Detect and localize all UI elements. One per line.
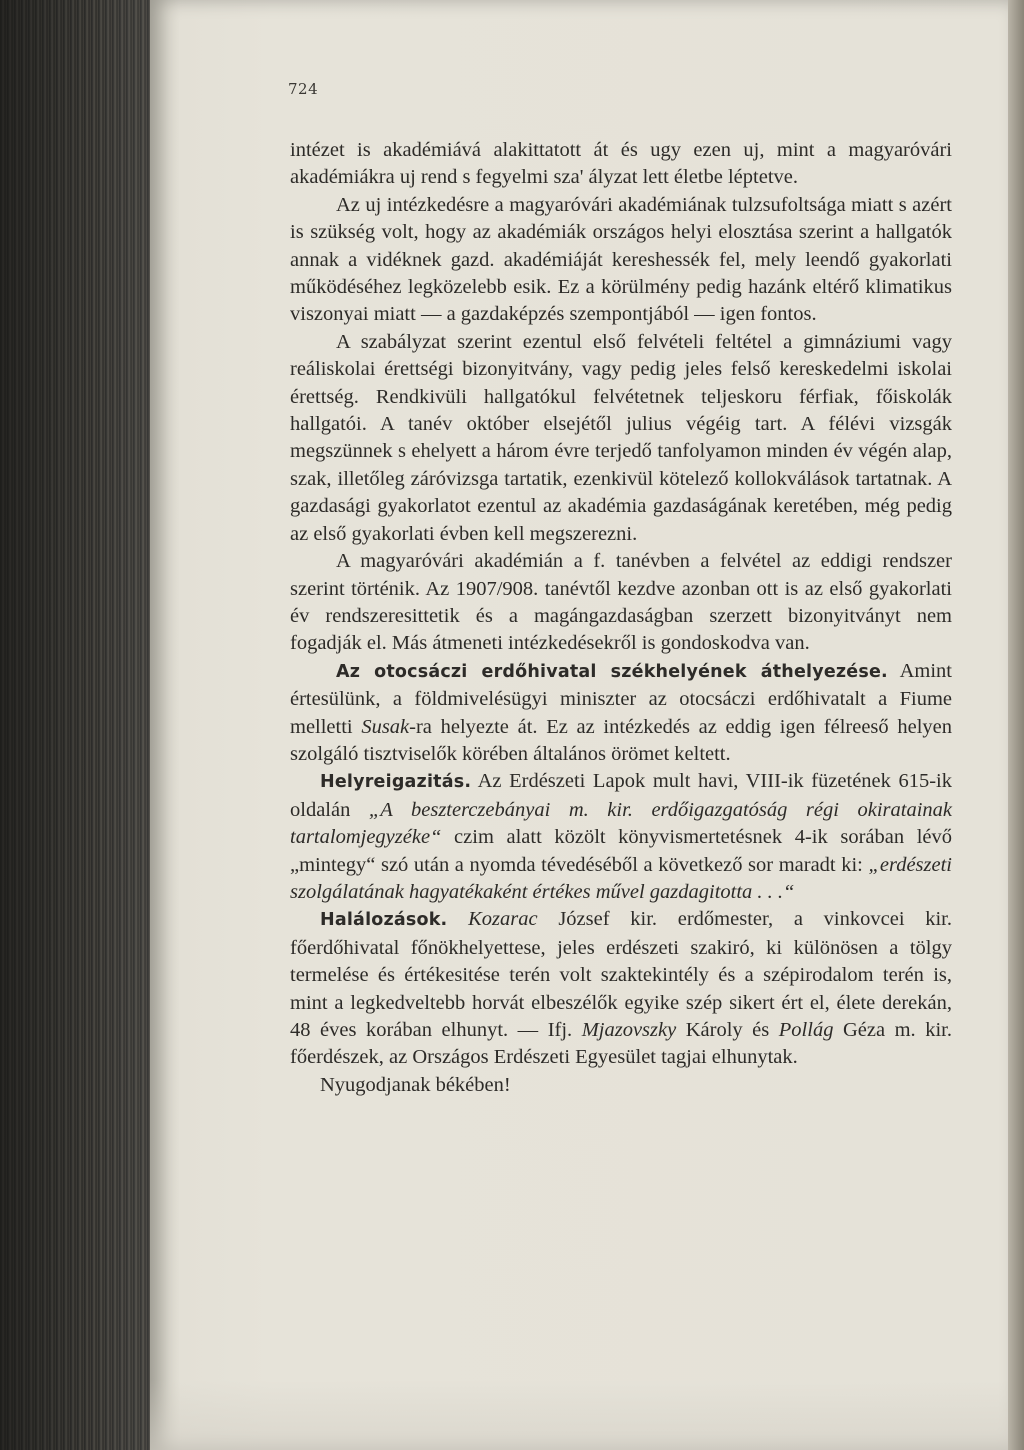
body-text [290,137,952,1099]
paragraph [290,548,952,658]
text-run: Géza m. kir. főerdészek, az Országos Erdészeti Egyesület tagjai elhunytak. [290,1019,952,1069]
text-run: intézet is akadémiává alakittatott át és ugy ezen uj, mint a magyaróvári akadémiákra uj rend s fegyelmi sza' ályzat lett életbe léptetve. [290,139,952,189]
text-run: -ra helyezte át. Ez az intézkedés az eddig igen félreeső helyen szolgáló tisztviselők körében általános örömet keltett. [290,715,952,765]
paragraph [290,137,952,192]
paragraph [290,768,952,906]
italic-text: Mjazovszky [581,1019,677,1041]
section-heading: Az otocsáczi erdőhivatal székhelyének áthelyezése. [336,661,888,682]
text-run: Károly és [676,1019,779,1041]
italic-text: „A beszterczebányai m. kir. erdőigazgatóság régi okiratainak tartalomjegyzéke“ [290,798,952,849]
text-run: Amint értesülünk, a földmivelésügyi miniszter az otocsáczi erdőhivatalt a Fiume melletti [290,659,952,738]
text-run [447,908,468,930]
page-stack-edge [0,0,152,1450]
text-run: Az Erdészeti Lapok mult havi, VIII-ik füzetének 615-ik oldalán [290,770,952,821]
italic-text: „erdészeti szolgálatának hagyatékaként értékes művel gazdagitotta . . .“ [290,853,952,903]
italic-text: Kozarac [468,908,538,931]
italic-text: Susak [361,715,410,738]
paragraph [290,658,952,769]
text-run: Az uj intézkedésre a magyaróvári akadémiának tulzsufoltsága miatt s azért is szükség volt, hogy az akadémiák országos helyi elosztása szerint a hallgatók annak a vidéknek gazd. akadémiáját kereshessék fel, mely leendő gyakorlati működéséhez legközelebb esik. Ez a körülmény pedig hazánk eltérő klimatikus viszonyai miatt — a gazdaképzés szempontjából — igen fontos. [290,193,952,326]
page-number: 724 [288,80,319,98]
section-heading: Halálozások. [320,910,448,931]
page-bottom-shadow [150,1380,1008,1450]
page-right-edge [1008,0,1024,1450]
section-heading: Helyreigazitás. [320,772,472,793]
paragraph [290,906,952,1071]
text-run: A szabályzat szerint ezentul első felvételi feltétel a gimnáziumi vagy reáliskolai érettségi bizonyitvány, vagy pedig jeles felső kereskedelmi iskolai érettség. Rendkivüli hallgatókul felvétetnek teljeskoru férfiak, főiskolák hallgatói. A tanév október elsejétől julius végéig tart. A félévi vizsgák megszünnek s ehelyett a három évre terjedő tanfolyamon minden év végén alap, szak, illetőleg záróvizsga tartatik, ezenkivül kötelező kollokválások tartatnak. A gazdasági gyakorlatot ezentul az akadémia gazdaságának keretében, még pedig az első gyakorlati évben kell megszerezni. [290,330,952,545]
italic-text: Pollág [778,1019,834,1041]
paragraph [290,192,952,329]
text-run: József kir. erdőmester, a vinkovcei kir. főerdőhivatal főnökhelyettese, jeles erdészeti szakiró, ki különösen a tölgy termelése és értékesitése terén volt szaktekintély és a szépirodalom terén is, mint a legkedveltebb horvát elbeszélők egyike szép sikert ért el, élete derekán, 48 éves korában elhunyt. — Ifj. [290,908,952,1041]
paragraph [290,329,952,548]
text-run: czim alatt közölt könyvismertetésnek 4-ik sorában lévő „mintegy“ szó után a nyomda tévedéséből a következő sor maradt ki: [290,826,952,876]
text-run: A magyaróvári akadémián a f. tanévben a felvétel az eddigi rendszer szerint történik. Az 1907/908. tanévtől kezdve azonban ott is az első gyakorlati év rendszeresittetik és a magángazdaságban szerzett bizonyitványt nem fogadják el. Más átmeneti intézkedésekről is gondoskodva van. [290,550,952,655]
paragraph [290,1072,952,1099]
text-run: Nyugodjanak békében! [320,1073,511,1096]
